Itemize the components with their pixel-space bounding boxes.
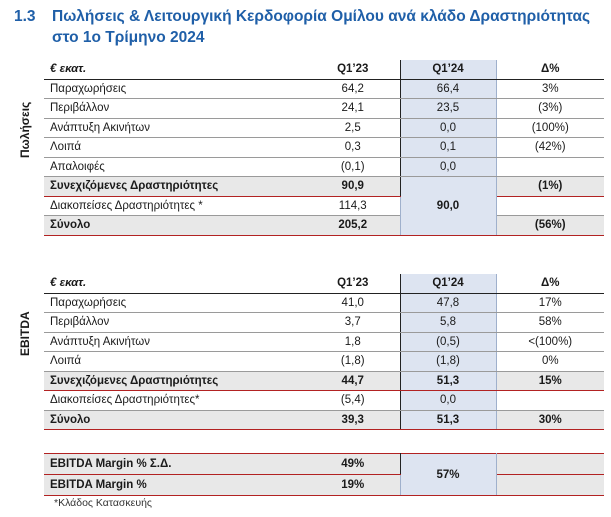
table-row	[44, 79, 604, 99]
col-q123: Q1’23	[306, 60, 400, 79]
cell-q124: (0,5)	[400, 332, 496, 352]
cell-q123: 3,7	[306, 313, 400, 333]
discontinued-ops-row	[44, 391, 604, 411]
cell-q123: 24,1	[306, 99, 400, 119]
row-label: Συνεχιζόμενες Δραστηριότητες	[44, 177, 306, 197]
cell-q123: (0,1)	[306, 157, 400, 177]
sales-side-label: Πωλήσεις	[18, 101, 32, 158]
row-label: Λοιπά	[44, 138, 306, 158]
table-row	[44, 118, 604, 138]
cell-delta	[496, 157, 604, 177]
col-delta: Δ%	[496, 60, 604, 79]
row-label: Σύνολο	[44, 216, 306, 236]
cell-delta	[496, 391, 604, 411]
cell-q124-merged: 90,0	[400, 177, 496, 236]
col-delta: Δ%	[496, 274, 604, 293]
col-q124: Q1’24	[400, 274, 496, 293]
row-label: Περιβάλλον	[44, 99, 306, 119]
footnote: *Κλάδος Κατασκευής	[54, 497, 152, 509]
unit-label: € εκατ.	[44, 274, 306, 293]
sales-table	[44, 60, 604, 236]
cell-q124: 51,3	[400, 410, 496, 430]
col-q124: Q1’24	[400, 60, 496, 79]
row-label: EBITDA Margin % Σ.Δ.	[44, 454, 306, 475]
table-row	[44, 332, 604, 352]
cell-q123: 114,3	[306, 196, 400, 216]
row-label: Παραχωρήσεις	[44, 79, 306, 99]
col-q123: Q1’23	[306, 274, 400, 293]
table-row	[44, 293, 604, 313]
cell-delta: 0%	[496, 352, 604, 372]
cell-delta: (100%)	[496, 118, 604, 138]
continuing-ops-row	[44, 177, 604, 197]
cell-q124: 66,4	[400, 79, 496, 99]
cell-delta: (42%)	[496, 138, 604, 158]
cell-delta: (1%)	[496, 177, 604, 197]
cell-q123: 64,2	[306, 79, 400, 99]
discontinued-ops-row	[44, 196, 604, 216]
cell-delta	[496, 196, 604, 216]
total-row	[44, 216, 604, 236]
cell-delta: (3%)	[496, 99, 604, 119]
cell-delta-empty	[496, 475, 604, 496]
row-label: EBITDA Margin %	[44, 475, 306, 496]
cell-q123: 2,5	[306, 118, 400, 138]
row-label: Ανάπτυξη Ακινήτων	[44, 332, 306, 352]
cell-q123: 49%	[306, 454, 400, 475]
cell-q124: 51,3	[400, 371, 496, 391]
table-row	[44, 157, 604, 177]
section-number: 1.3	[14, 8, 36, 25]
table-row	[44, 138, 604, 158]
margin-table	[44, 453, 604, 496]
cell-q123: 44,7	[306, 371, 400, 391]
cell-q124: 0,0	[400, 391, 496, 411]
cell-q124: 0,0	[400, 157, 496, 177]
row-label: Ανάπτυξη Ακινήτων	[44, 118, 306, 138]
cell-delta: 15%	[496, 371, 604, 391]
table-row	[44, 352, 604, 372]
cell-q123: 41,0	[306, 293, 400, 313]
total-row	[44, 410, 604, 430]
section-title: Πωλήσεις & Λειτουργική Κερδοφορία Ομίλου ανά κλάδο Δραστηριότητας στο 1ο Τρίμηνο 2024	[52, 8, 591, 46]
table-header-row	[44, 60, 604, 79]
cell-q123: 19%	[306, 475, 400, 496]
row-label: Σύνολο	[44, 410, 306, 430]
cell-delta: (56%)	[496, 216, 604, 236]
cell-q123: 39,3	[306, 410, 400, 430]
table-row	[44, 99, 604, 119]
row-label: Απαλοιφές	[44, 157, 306, 177]
ebitda-side-label: EBITDA	[18, 311, 32, 356]
cell-q124: 23,5	[400, 99, 496, 119]
margin-row	[44, 454, 604, 475]
cell-q124: 0,0	[400, 118, 496, 138]
cell-q123: (5,4)	[306, 391, 400, 411]
cell-q124: 0,1	[400, 138, 496, 158]
cell-q123: (1,8)	[306, 352, 400, 372]
cell-q124: 5,8	[400, 313, 496, 333]
row-label: Διακοπείσες Δραστηριότητες *	[44, 196, 306, 216]
cell-q124-merged: 57%	[400, 454, 496, 496]
cell-q123: 205,2	[306, 216, 400, 236]
cell-q124: (1,8)	[400, 352, 496, 372]
cell-delta: 30%	[496, 410, 604, 430]
table-header-row	[44, 274, 604, 293]
row-label: Παραχωρήσεις	[44, 293, 306, 313]
row-label: Συνεχιζόμενες Δραστηριότητες	[44, 371, 306, 391]
row-label: Λοιπά	[44, 352, 306, 372]
unit-label: € εκατ.	[44, 60, 306, 79]
cell-delta-empty	[496, 454, 604, 475]
cell-q123: 0,3	[306, 138, 400, 158]
continuing-ops-row	[44, 371, 604, 391]
row-label: Διακοπείσες Δραστηριότητες*	[44, 391, 306, 411]
cell-delta: 3%	[496, 79, 604, 99]
cell-q123: 1,8	[306, 332, 400, 352]
ebitda-table	[44, 274, 604, 430]
margin-row	[44, 475, 604, 496]
cell-delta: <(100%)	[496, 332, 604, 352]
cell-q123: 90,9	[306, 177, 400, 197]
cell-delta: 17%	[496, 293, 604, 313]
cell-q124: 47,8	[400, 293, 496, 313]
cell-delta: 58%	[496, 313, 604, 333]
row-label: Περιβάλλον	[44, 313, 306, 333]
table-row	[44, 313, 604, 333]
